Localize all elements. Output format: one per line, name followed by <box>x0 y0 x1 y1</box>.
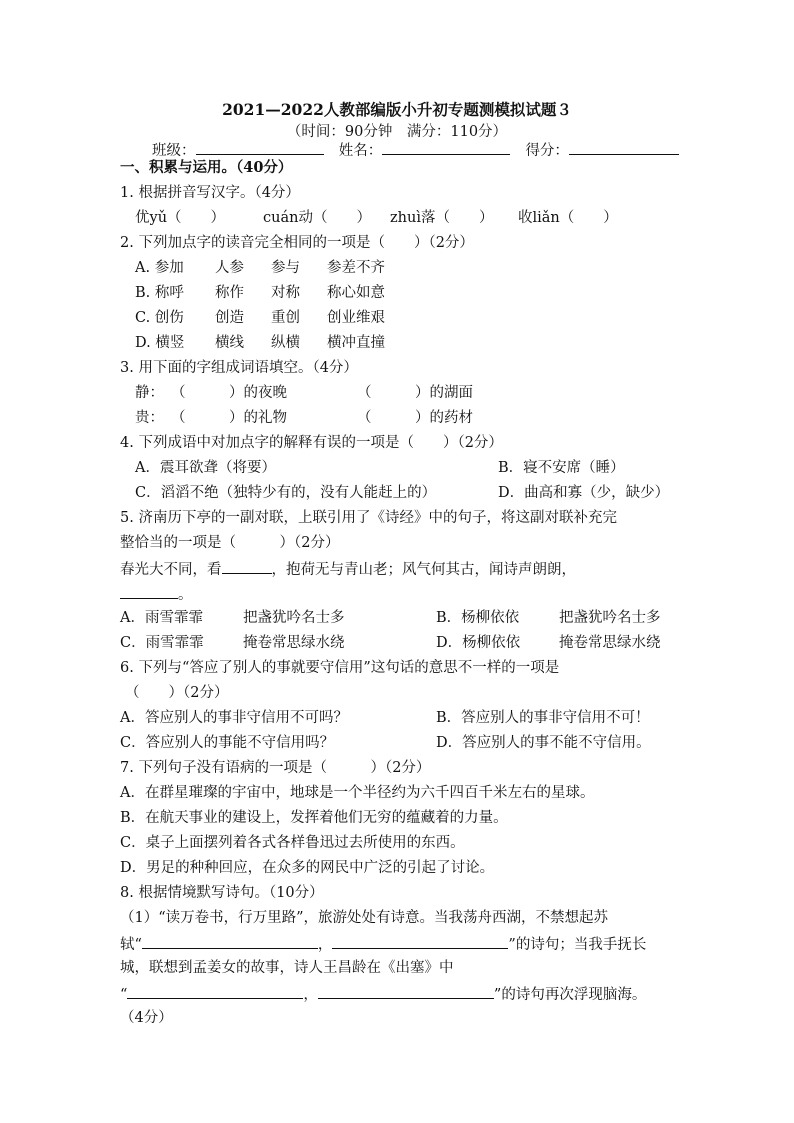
name-label: 姓名： <box>338 143 383 159</box>
q6-paren: （ ）（2分） <box>125 685 229 701</box>
q8-blank-4[interactable] <box>318 984 494 999</box>
q7-option-b: B．在航天事业的建设上，发挥着他们无穷的蕴藏着的力量。 <box>120 810 508 826</box>
class-blank[interactable] <box>196 140 324 155</box>
info-line <box>152 140 679 160</box>
score-label: 得分： <box>525 143 569 159</box>
q2-option-b: B. 称呼 称作 对称 称心如意 <box>135 285 385 301</box>
q5-stem-line-1: 5. 济南历下亭的一副对联，上联引用了《诗经》中的句子，将这副对联补充完 <box>120 510 617 526</box>
q8-blank-3[interactable] <box>127 984 303 999</box>
q1-item-4: 收liǎn（ ） <box>518 210 618 226</box>
q8-part1-score: （4分） <box>120 1010 173 1026</box>
q7-stem: 7. 下列句子没有语病的一项是（ ）（2分） <box>120 760 431 776</box>
q1-stem: 1. 根据拼音写汉字。（4分） <box>120 185 300 201</box>
exam-subtitle: （时间：90分钟 满分：110分） <box>286 124 508 140</box>
q5-option-b: B．杨柳依依 把盏犹吟名士多 <box>436 610 661 626</box>
q6-option-d: D．答应别人的事不能不守信用。 <box>436 735 651 751</box>
q5-couplet-line: 春光大不同，看 ，抱荷无与青山老；风气何其古，闻诗声朗朗， <box>120 559 576 579</box>
q6-option-a: A．答应别人的事非守信用不可吗？ <box>120 710 348 726</box>
q1-item-1: 优yǔ（ ） <box>135 210 226 226</box>
q7-option-a: A．在群星璀璨的宇宙中，地球是一个半径约为六千四百千米左右的星球。 <box>120 785 595 801</box>
q4-option-b: B．寝不安席（睡） <box>498 460 625 476</box>
q4-option-c: C．滔滔不绝（独特少有的，没有人能赶上的） <box>135 485 437 501</box>
section-heading: 一、积累与运用。（40分） <box>120 159 293 176</box>
q5-option-c: C．雨雪霏霏 掩卷常思绿水绕 <box>120 635 345 651</box>
q6-option-b: B．答应别人的事非守信用不可！ <box>436 710 650 726</box>
q5-blank-2[interactable] <box>120 584 178 599</box>
exam-title: 2021—2022人教部编版小升初专题测模拟试题３ <box>222 100 572 119</box>
q1-item-2: cuán动（ ） <box>263 210 371 226</box>
score-blank[interactable] <box>569 140 679 155</box>
q8-part1-line2: 轼“ ， ”的诗句；当我手抚长 <box>120 934 646 954</box>
q3-row-2: 贵： （ ）的礼物 （ ）的药材 <box>135 410 473 426</box>
q4-option-a: A．震耳欲聋（将要） <box>135 460 276 476</box>
q5-couplet-end: 。 <box>120 584 193 604</box>
q8-blank-2[interactable] <box>332 934 508 949</box>
q5-option-a: A．雨雪霏霏 把盏犹吟名士多 <box>120 610 345 626</box>
name-blank[interactable] <box>382 140 510 155</box>
q8-stem: 8. 根据情境默写诗句。（10分） <box>120 885 324 901</box>
q2-option-c: C. 创伤 创造 重创 创业维艰 <box>135 310 385 326</box>
q1-item-3: zhuì落（ ） <box>390 210 494 226</box>
q2-stem: 2. 下列加点字的读音完全相同的一项是（ ）（2分） <box>120 235 474 251</box>
q7-option-d: D．男足的种种回应，在众多的网民中广泛的引起了讨论。 <box>120 860 495 876</box>
q4-option-d: D．曲高和寡（少，缺少） <box>498 485 670 501</box>
q2-option-a: A. 参加 人参 参与 参差不齐 <box>135 260 385 276</box>
q2-option-d: D. 横竖 横线 纵横 横冲直撞 <box>135 335 385 351</box>
q6-option-c: C．答应别人的事能不守信用吗？ <box>120 735 335 751</box>
q6-stem: 6. 下列与“答应了别人的事就要守信用”这句话的意思不一样的一项是 <box>120 660 560 676</box>
q5-blank-1[interactable] <box>222 559 272 574</box>
q7-option-c: C．桌子上面摆列着各式各样鲁迅过去所使用的东西。 <box>120 835 465 851</box>
q3-row-1: 静： （ ）的夜晚 （ ）的湖面 <box>135 385 473 401</box>
class-label: 班级： <box>152 143 196 159</box>
q8-part1-line1: （1）“读万卷书，行万里路”，旅游处处有诗意。当我荡舟西湖，不禁想起苏 <box>120 910 609 926</box>
q5-stem-line-2: 整恰当的一项是（ ）（2分） <box>120 535 340 551</box>
q8-part1-line4: “ ， ”的诗句再次浮现脑海。 <box>120 984 646 1004</box>
q4-stem: 4. 下列成语中对加点字的解释有误的一项是（ ）（2分） <box>120 435 503 451</box>
q8-blank-1[interactable] <box>142 934 318 949</box>
q8-part1-line3: 城，联想到孟姜女的故事，诗人王昌龄在《出塞》中 <box>120 960 454 976</box>
q3-stem: 3. 用下面的字组成词语填空。（4分） <box>120 360 358 376</box>
q5-option-d: D．杨柳依依 掩卷常思绿水绕 <box>436 635 661 651</box>
